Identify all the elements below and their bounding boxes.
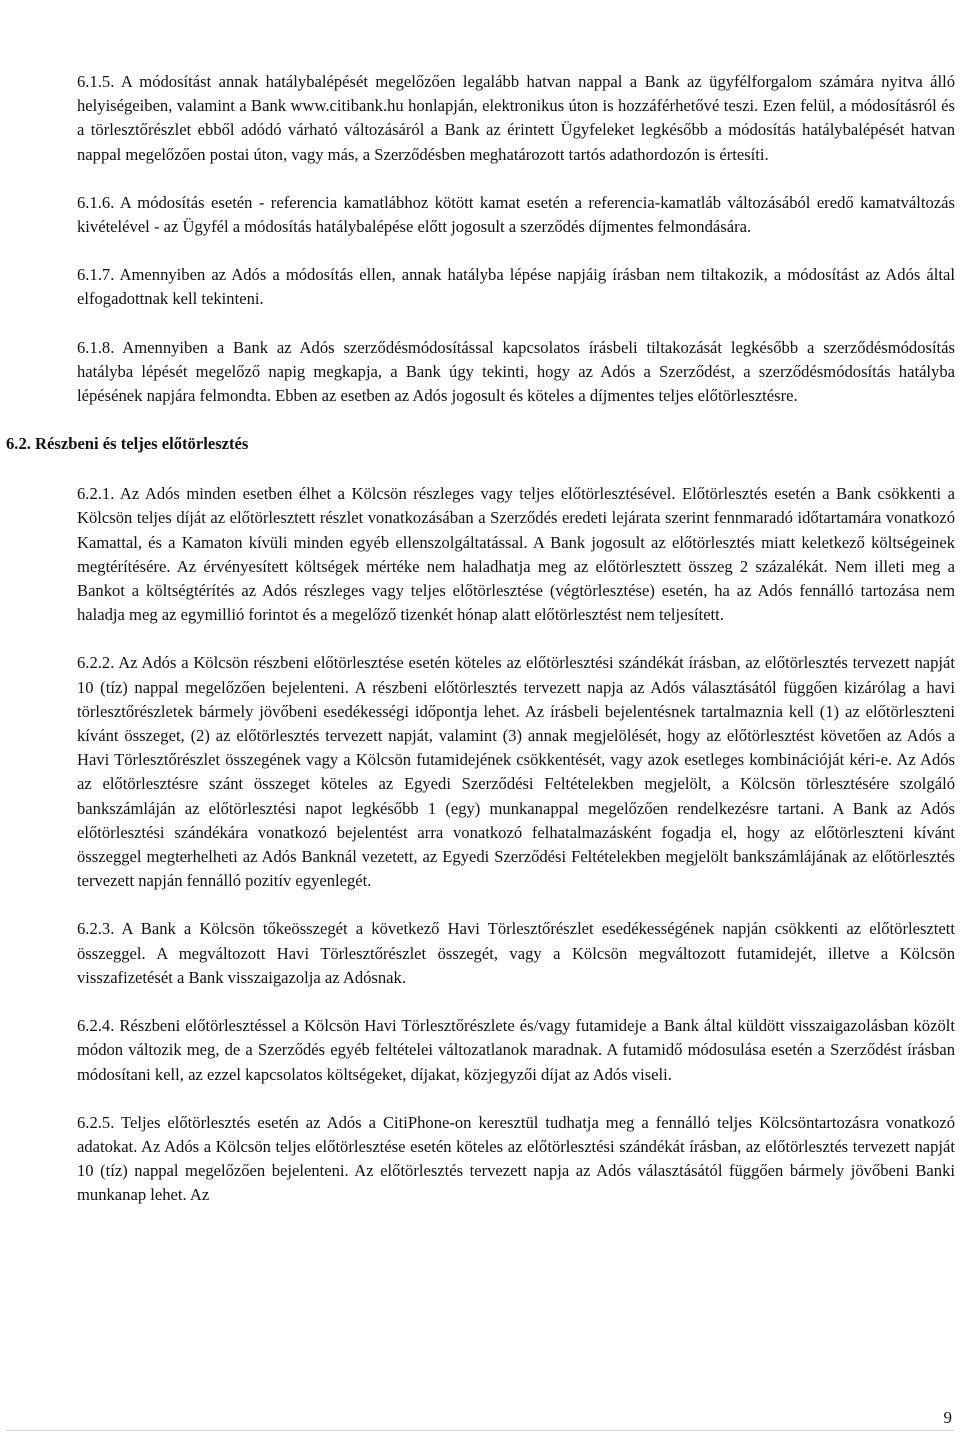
page-number: 9 [943,1408,952,1427]
paragraph-6-1-8: 6.1.8. Amennyiben a Bank az Adós szerződésmódosítással kapcsolatos írásbeli tiltakozását legkésőbb a szerződésmódosítás hatályba lépését megelőző napig megkapja, a Bank úgy tekinti, hogy az Adós a Szerződést, a szerződésmódosítás hatályba lépésének napjára felmondta. Ebben az esetben az Adós jogosult és köteles a díjmentes teljes előtörlesztésre. [77,337,955,406]
footer-divider [6,1430,954,1431]
paragraph-6-1-5: 6.1.5. A módosítást annak hatálybalépését megelőzően legalább hatvan nappal a Bank az ügyfélforgalom számára nyitva álló helyiségeiben, valamint a Bank www.citibank.hu honlapján, elektronikus úton is hozzáférhetővé teszi. Ezen felül, a módosításról és a törlesztőrészlet ebből adódó várható változásáról a Bank az érintett Ügyfeleket legkésőbb a módosítás hatálybalépését hatvan nappal megelőzően postai úton, vagy más, a Szerződésben meghatározott tartós adathordozón is értesíti. [77,72,955,164]
paragraph-6-2-1: 6.2.1. Az Adós minden esetben élhet a Kölcsön részleges vagy teljes előtörlesztésével. Előtörlesztés esetén a Bank csökkenti a Kölcsön teljes díját az előtörlesztett részlet vonatkozásában a Szerződés eredeti lejárata szerint fennmaradó időtartamára vonatkozó Kamattal, és a Kamaton kívüli minden egyéb ellenszolgáltatással. A Bank jogosult az előtörlesztés miatt keletkező költségeinek megtérítésére. Az érvényesített költségek mértéke nem haladhatja meg az előtörlesztett összeg 2 százalékát. Nem illeti meg a Bankot a költségtérítés az Adós részleges vagy teljes előtörlesztése (végtörlesztése) esetén, ha az Adós fennálló tartozása nem haladja meg az egymillió forintot és a megelőző tizenkét hónap alatt előtörlesztést nem teljesített. [77,484,955,625]
paragraph-6-2-3: 6.2.3. A Bank a Kölcsön tőkeösszegét a következő Havi Törlesztőrészlet esedékességének napján csökkenti az előtörlesztett összeggel. A megváltozott Havi Törlesztőrészlet összegét, vagy a Kölcsön megváltozott futamidejét, illetve a Kölcsön visszafizetését a Bank visszaigazolja az Adósnak. [77,919,955,987]
paragraph-6-1-6: 6.1.6. A módosítás esetén - referencia kamatlábhoz kötött kamat esetén a referencia-kamatláb változásából eredő kamatváltozás kivételével - az Ügyfél a módosítás hatálybalépése előtt jogosult a szerződés díjmentes felmondására. [77,192,955,237]
paragraph-6-1-7: 6.1.7. Amennyiben az Adós a módosítás ellen, annak hatályba lépése napjáig írásban nem tiltakozik, a módosítást az Adós által elfogadottnak kell tekinteni. [77,265,955,309]
paragraph-6-2-2: 6.2.2. Az Adós a Kölcsön részbeni előtörlesztése esetén köteles az előtörlesztési szándékát írásban, az előtörlesztés tervezett napját 10 (tíz) nappal megelőzően bejelenteni. A részbeni előtörlesztés tervezett napja az Adós választásától függően kizárólag a havi törlesztőrészletek bármely jövőbeni esedékességi időpontja lehet. Az írásbeli bejelentésnek tartalmaznia kell (1) az előtörleszteni kívánt összeget, (2) az előtörlesztés tervezett napját, valamint (3) annak megjelölését, hogy az előtörlesztést követően az Adós a Havi Törlesztőrészlet összegének vagy a Kölcsön futamidejének csökkentését, vagy azok esetleges kombinációját kéri-e. Az Adós az előtörlesztésre szánt összeget köteles az Egyedi Szerződési Feltételekben megjelölt, a Kölcsön törlesztésére szolgáló bankszámláján az előtörlesztési napot legkésőbb 1 (egy) munkanappal megelőzően rendelkezésre tartani. A Bank az Adós előtörlesztési szándékára vonatkozó bejelentést arra vonatkozó felhatalmazásként fogadja el, hogy az előtörleszteni kívánt összeggel megterhelheti az Adós Banknál vezetett, az Egyedi Szerződési Feltételekben megjelölt bankszámlájának az előtörlesztés tervezett napján fennálló pozitív egyenlegét. [77,653,955,891]
section-heading-6-2: 6.2. Részbeni és teljes előtörlesztés [6,434,249,454]
paragraph-6-2-5: 6.2.5. Teljes előtörlesztés esetén az Adós a CitiPhone-on keresztül tudhatja meg a fennálló teljes Kölcsöntartozásra vonatkozó adatokat. Az Adós a Kölcsön teljes előtörlesztése esetén köteles az előtörlesztési szándékát írásban, az előtörlesztés tervezett napját 10 (tíz) nappal megelőzően bejelenteni. Az előtörlesztés tervezett napja az Adós választásától függően bármely jövőbeni Banki munkanap lehet. Az [77,1112,955,1205]
paragraph-6-2-4: 6.2.4. Részbeni előtörlesztéssel a Kölcsön Havi Törlesztőrészlete és/vagy futamideje a Bank által küldött visszaigazolásban közölt módon változik meg, de a Szerződés egyéb feltételei változatlanok maradnak. A futamidő módosulása esetén a Szerződést írásban módosítani kell, az ezzel kapcsolatos költségeket, díjakat, közjegyzői díjat az Adós viseli. [77,1016,955,1084]
document-page [6,70,955,1208]
